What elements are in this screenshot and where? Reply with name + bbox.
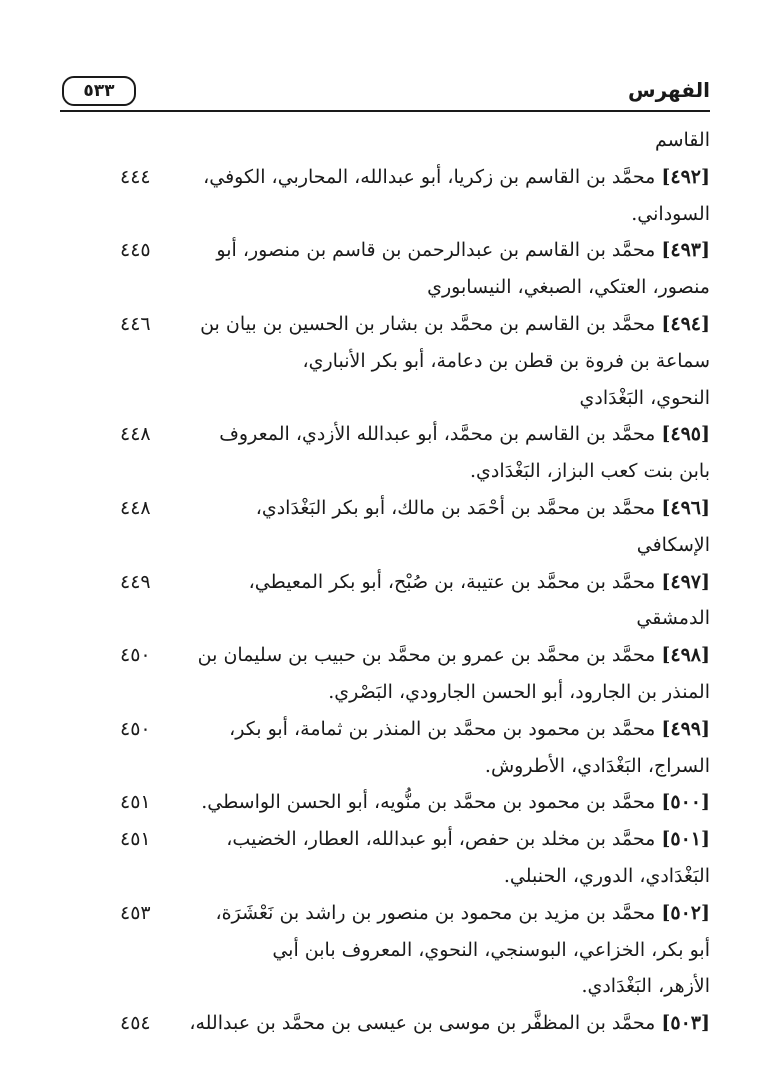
page-header (60, 76, 710, 114)
entry-text: المنذر بن الجارود، أبو الحسن الجارودي، البَصْري. (328, 680, 710, 703)
entry-number: [٤٩٨] (661, 644, 710, 667)
entry-text: الإسكافي (636, 533, 710, 556)
entry-first-line (120, 711, 710, 748)
index-entry (120, 895, 710, 1005)
entry-page-ref: ٤٥١ (120, 828, 151, 851)
index-entry (120, 564, 710, 638)
index-entry (120, 637, 710, 711)
entry-number: [٤٩٦] (661, 496, 710, 519)
entry-first-line (120, 1005, 710, 1042)
entry-text: أبو بكر، الخزاعي، البوسنجي، النحوي، المعروف بابن أبي (272, 938, 710, 961)
index-entry (120, 1005, 710, 1042)
entry-number: [٤٩٧] (661, 570, 710, 593)
continuation-line: القاسم (654, 129, 710, 151)
entry-number: [٥٠٣] (661, 1012, 710, 1035)
entry-text: النحوي، البَغْدَادي (579, 386, 710, 409)
index-entry (120, 821, 710, 895)
index-entry (120, 306, 710, 416)
entry-first-line (120, 637, 710, 674)
entry-page-ref: ٤٤٤ (120, 165, 151, 188)
entry-continuation-line (120, 380, 710, 417)
index-entries (120, 159, 710, 1042)
index-entry (120, 232, 710, 306)
entry-continuation-line (120, 932, 710, 969)
entry-first-line (120, 490, 710, 527)
entry-text: محمَّد بن القاسم بن محمَّد بن بشار بن الحسين بن بيان بن (200, 312, 656, 335)
entry-continuation-line (120, 343, 710, 380)
entry-text: بابن بنت كعب البزاز، البَغْدَادي. (470, 460, 710, 483)
entry-continuation-line (120, 674, 710, 711)
entry-text: محمَّد بن محمَّد بن عتيبة، بن صُبْح، أبو بكر المعيطي، (248, 570, 656, 593)
entry-text: السوداني. (631, 202, 710, 225)
entry-page-ref: ٤٥٤ (120, 1012, 151, 1035)
entry-first-line (120, 895, 710, 932)
entry-text: محمَّد بن محمَّد بن عمرو بن محمَّد بن حبيب بن سليمان بن (197, 644, 656, 667)
entry-text: محمَّد بن محمَّد بن أحْمَد بن مالك، أبو بكر البَغْدَادي، (255, 496, 656, 519)
entry-first-line (120, 821, 710, 858)
entry-number: [٤٩٣] (661, 239, 710, 262)
entry-text: منصور، العتكي، الصبغي، النيسابوري (427, 276, 710, 299)
entry-continuation-line (120, 748, 710, 785)
entry-continuation-line (120, 269, 710, 306)
entry-text: محمَّد بن المظفَّر بن موسى بن عيسى بن محمَّد بن عبدالله، (189, 1012, 656, 1035)
entry-page-ref: ٤٥١ (120, 791, 151, 814)
entry-continuation-line (120, 453, 710, 490)
index-content (120, 122, 710, 1042)
entry-first-line (120, 232, 710, 269)
entry-page-ref: ٤٤٨ (120, 496, 151, 519)
header-title: الفهرس (627, 78, 710, 102)
entry-text: محمَّد بن مزيد بن محمود بن منصور بن راشد بن نَعْشَرَة، (215, 901, 656, 924)
entry-text: البَغْدَادي، الدوري، الحنبلي. (503, 864, 710, 887)
entry-text: محمَّد بن محمود بن محمَّد بن منُّويه، أبو الحسن الواسطي. (201, 791, 656, 814)
entry-number: [٤٩٥] (661, 423, 710, 446)
entry-text: سماعة بن فروة بن قطن بن دعامة، أبو بكر الأنباري، (302, 349, 710, 372)
entry-number: [٤٩٩] (661, 717, 710, 740)
index-entry (120, 159, 710, 233)
entry-continuation-line (120, 600, 710, 637)
entry-first-line (120, 784, 710, 821)
entry-first-line (120, 306, 710, 343)
page-number: ٥٣٣ (62, 76, 136, 106)
index-entry (120, 711, 710, 785)
entry-first-line (120, 564, 710, 601)
entry-first-line (120, 159, 710, 196)
entry-page-ref: ٤٤٩ (120, 570, 151, 593)
entry-text: محمَّد بن القاسم بن زكريا، أبو عبدالله، المحاربي، الكوفي، (203, 165, 656, 188)
entry-text: السراج، البَغْدَادي، الأطروش. (484, 754, 710, 777)
entry-number: [٥٠٠] (661, 791, 710, 814)
entry-number: [٥٠١] (661, 828, 710, 851)
entry-text: محمَّد بن القاسم بن محمَّد، أبو عبدالله الأزدي، المعروف (219, 423, 656, 446)
entry-text: محمَّد بن محمود بن محمَّد بن المنذر بن ثمامة، أبو بكر، (229, 717, 656, 740)
index-entry (120, 490, 710, 564)
entry-page-ref: ٤٤٨ (120, 423, 151, 446)
entry-continuation-line (120, 858, 710, 895)
entry-page-ref: ٤٤٥ (120, 239, 151, 262)
entry-text: الأزهر، البَغْدَادي. (581, 975, 710, 998)
entry-page-ref: ٤٥٠ (120, 717, 151, 740)
header-rule (60, 110, 710, 112)
entry-number: [٤٩٢] (661, 165, 710, 188)
index-entry (120, 784, 710, 821)
index-entry (120, 416, 710, 490)
entry-number: [٤٩٤] (661, 312, 710, 335)
entry-text: محمَّد بن القاسم بن عبدالرحمن بن قاسم بن منصور، أبو (216, 239, 656, 262)
entry-text: الدمشقي (636, 607, 710, 630)
entry-continuation-line (120, 196, 710, 233)
entry-page-ref: ٤٤٦ (120, 312, 151, 335)
entry-page-ref: ٤٥٠ (120, 644, 151, 667)
entry-text: محمَّد بن مخلد بن حفص، أبو عبدالله، العطار، الخضيب، (226, 828, 656, 851)
entry-continuation-line (120, 968, 710, 1005)
entry-continuation-line (120, 527, 710, 564)
entry-first-line (120, 416, 710, 453)
entry-page-ref: ٤٥٣ (120, 901, 151, 924)
entry-number: [٥٠٢] (661, 901, 710, 924)
